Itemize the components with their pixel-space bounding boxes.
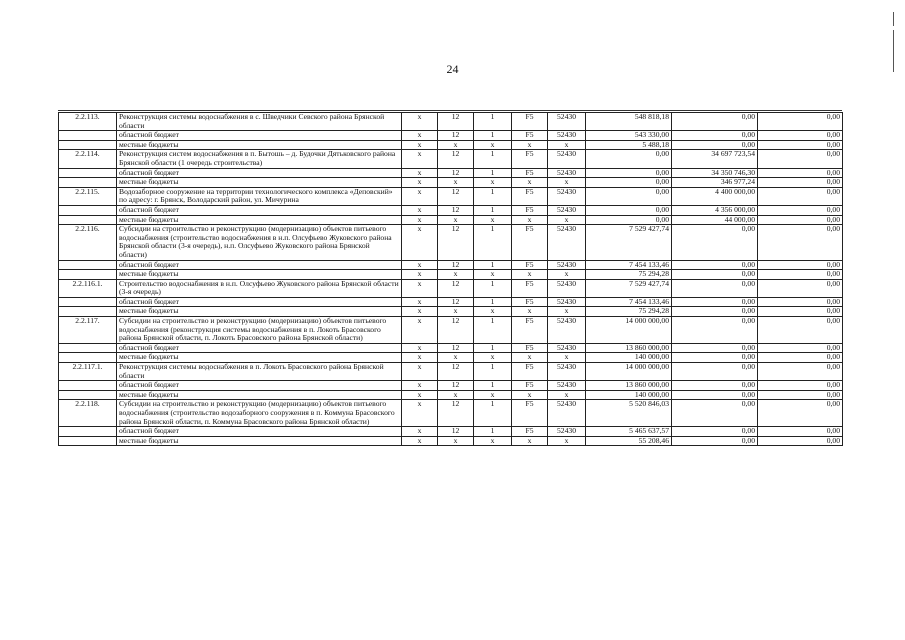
cell-project: F5 <box>512 113 548 131</box>
row-name: местные бюджеты <box>117 436 402 446</box>
cell-value-year2: 0,00 <box>672 140 758 150</box>
row-name: Строительство водоснабжения в н.п. Олсуфьево Жуковского района Брянской области (3-я очередь) <box>117 279 402 297</box>
cell-section: 12 <box>438 400 474 427</box>
cell-subsection: х <box>474 215 512 225</box>
cell-direction: 52430 <box>548 131 586 141</box>
cell-direction: 52430 <box>548 260 586 270</box>
row-name: местные бюджеты <box>117 215 402 225</box>
cell-subsection: 1 <box>474 225 512 260</box>
cell-value-year2: 0,00 <box>672 400 758 427</box>
cell-section: 12 <box>438 279 474 297</box>
cell-value-year3: 0,00 <box>758 353 843 363</box>
cell-value-year1: 5 465 637,57 <box>586 427 672 437</box>
cell-value-year1: 55 208,46 <box>586 436 672 446</box>
cell-value-year3: 0,00 <box>758 113 843 131</box>
cell-section: 12 <box>438 225 474 260</box>
cell-grbs: х <box>402 205 438 215</box>
cell-direction: 52430 <box>548 427 586 437</box>
cell-value-year3: 0,00 <box>758 390 843 400</box>
cell-project: F5 <box>512 363 548 381</box>
cell-value-year3: 0,00 <box>758 225 843 260</box>
cell-value-year2: 0,00 <box>672 270 758 280</box>
row-code <box>59 205 117 215</box>
cell-value-year1: 0,00 <box>586 150 672 168</box>
cell-section: х <box>438 436 474 446</box>
cell-value-year2: 0,00 <box>672 353 758 363</box>
cell-value-year1: 543 330,00 <box>586 131 672 141</box>
row-name: областной бюджет <box>117 297 402 307</box>
cell-value-year3: 0,00 <box>758 270 843 280</box>
cell-direction: 52430 <box>548 168 586 178</box>
cell-project: х <box>512 436 548 446</box>
cell-grbs: х <box>402 150 438 168</box>
row-code <box>59 353 117 363</box>
cell-value-year1: 13 860 000,00 <box>586 343 672 353</box>
cell-value-year3: 0,00 <box>758 317 843 344</box>
row-name: областной бюджет <box>117 427 402 437</box>
cell-grbs: х <box>402 270 438 280</box>
cell-value-year2: 0,00 <box>672 363 758 381</box>
table-row <box>59 297 843 307</box>
cell-value-year3: 0,00 <box>758 343 843 353</box>
table-row <box>59 363 843 381</box>
cell-value-year1: 548 818,18 <box>586 113 672 131</box>
cell-value-year2: 346 977,24 <box>672 178 758 188</box>
cell-value-year1: 0,00 <box>586 178 672 188</box>
cell-project: F5 <box>512 427 548 437</box>
cell-value-year1: 7 529 427,74 <box>586 279 672 297</box>
table-row <box>59 150 843 168</box>
cell-project: F5 <box>512 131 548 141</box>
cell-section: 12 <box>438 297 474 307</box>
header-rule <box>58 110 842 111</box>
row-name: местные бюджеты <box>117 270 402 280</box>
cell-grbs: х <box>402 297 438 307</box>
table-row <box>59 260 843 270</box>
row-code: 2.2.117. <box>59 317 117 344</box>
row-code: 2.2.116.1. <box>59 279 117 297</box>
cell-project: х <box>512 178 548 188</box>
row-name: Реконструкция систем водоснабжения в п. Бытошь – д. Будочки Дятьковского района Брянской области (1 очередь строительства) <box>117 150 402 168</box>
table-row <box>59 307 843 317</box>
table-row <box>59 140 843 150</box>
cell-value-year2: 0,00 <box>672 436 758 446</box>
row-name: Субсидии на строительство и реконструкцию (модернизацию) объектов питьевого водоснабжения (реконструкция системы водоснабжения в п. Локоть Брасовского района Брянской области, п. Локоть Брасовского района Брянской области) <box>117 317 402 344</box>
table-row <box>59 343 843 353</box>
cell-value-year3: 0,00 <box>758 381 843 391</box>
cell-value-year2: 0,00 <box>672 427 758 437</box>
cell-direction: 52430 <box>548 343 586 353</box>
row-name: областной бюджет <box>117 381 402 391</box>
cell-section: х <box>438 140 474 150</box>
cell-project: F5 <box>512 205 548 215</box>
cell-value-year3: 0,00 <box>758 131 843 141</box>
row-code <box>59 436 117 446</box>
table-row <box>59 113 843 131</box>
table-row <box>59 400 843 427</box>
cell-value-year1: 14 000 000,00 <box>586 363 672 381</box>
cell-project: F5 <box>512 225 548 260</box>
cell-section: 12 <box>438 363 474 381</box>
cell-value-year1: 13 860 000,00 <box>586 381 672 391</box>
row-code <box>59 260 117 270</box>
cell-value-year2: 4 356 000,00 <box>672 205 758 215</box>
cell-subsection: 1 <box>474 168 512 178</box>
cell-value-year2: 0,00 <box>672 279 758 297</box>
row-code <box>59 168 117 178</box>
table-row <box>59 353 843 363</box>
cell-grbs: х <box>402 140 438 150</box>
budget-table <box>58 112 843 446</box>
cell-section: 12 <box>438 205 474 215</box>
cell-value-year2: 34 350 746,30 <box>672 168 758 178</box>
row-code <box>59 215 117 225</box>
cell-value-year2: 34 697 723,54 <box>672 150 758 168</box>
cell-subsection: х <box>474 353 512 363</box>
cell-project: F5 <box>512 343 548 353</box>
cell-grbs: х <box>402 178 438 188</box>
table-row <box>59 317 843 344</box>
cell-section: х <box>438 178 474 188</box>
cell-value-year1: 140 000,00 <box>586 353 672 363</box>
cell-value-year3: 0,00 <box>758 307 843 317</box>
cell-direction: х <box>548 307 586 317</box>
cell-direction: х <box>548 140 586 150</box>
cell-value-year1: 140 000,00 <box>586 390 672 400</box>
cell-value-year2: 0,00 <box>672 390 758 400</box>
cell-grbs: х <box>402 317 438 344</box>
cell-subsection: 1 <box>474 187 512 205</box>
cell-value-year3: 0,00 <box>758 260 843 270</box>
cell-project: х <box>512 353 548 363</box>
cell-value-year2: 0,00 <box>672 225 758 260</box>
cell-value-year1: 0,00 <box>586 215 672 225</box>
cell-value-year3: 0,00 <box>758 427 843 437</box>
cell-subsection: х <box>474 140 512 150</box>
cell-subsection: х <box>474 436 512 446</box>
cell-value-year2: 0,00 <box>672 297 758 307</box>
table-row <box>59 131 843 141</box>
cell-subsection: 1 <box>474 260 512 270</box>
row-name: Реконструкция системы водоснабжения в с. Шведчики Севского района Брянской области <box>117 113 402 131</box>
cell-value-year2: 4 400 000,00 <box>672 187 758 205</box>
table-row <box>59 381 843 391</box>
cell-value-year1: 5 488,18 <box>586 140 672 150</box>
row-code <box>59 307 117 317</box>
cell-value-year1: 75 294,28 <box>586 270 672 280</box>
row-code: 2.2.114. <box>59 150 117 168</box>
cell-direction: х <box>548 353 586 363</box>
cell-value-year1: 0,00 <box>586 205 672 215</box>
cell-value-year1: 7 529 427,74 <box>586 225 672 260</box>
row-code <box>59 390 117 400</box>
cell-subsection: 1 <box>474 279 512 297</box>
cell-project: F5 <box>512 400 548 427</box>
row-code: 2.2.117.1. <box>59 363 117 381</box>
cell-project: х <box>512 270 548 280</box>
cell-grbs: х <box>402 215 438 225</box>
cell-value-year1: 0,00 <box>586 187 672 205</box>
cell-grbs: х <box>402 353 438 363</box>
cell-value-year3: 0,00 <box>758 400 843 427</box>
cell-section: 12 <box>438 168 474 178</box>
cell-direction: 52430 <box>548 279 586 297</box>
cell-value-year1: 7 454 133,46 <box>586 297 672 307</box>
cell-subsection: 1 <box>474 113 512 131</box>
cell-section: 12 <box>438 113 474 131</box>
cell-grbs: х <box>402 307 438 317</box>
cell-subsection: 1 <box>474 381 512 391</box>
cell-grbs: х <box>402 400 438 427</box>
cell-grbs: х <box>402 113 438 131</box>
cell-value-year1: 5 520 846,03 <box>586 400 672 427</box>
table-row <box>59 225 843 260</box>
row-name: областной бюджет <box>117 343 402 353</box>
cell-section: 12 <box>438 317 474 344</box>
cell-value-year2: 0,00 <box>672 343 758 353</box>
cell-project: F5 <box>512 260 548 270</box>
cell-value-year2: 0,00 <box>672 307 758 317</box>
cell-section: 12 <box>438 150 474 168</box>
cell-subsection: 1 <box>474 363 512 381</box>
page-edge-mark <box>893 12 894 26</box>
cell-value-year2: 0,00 <box>672 317 758 344</box>
cell-grbs: х <box>402 187 438 205</box>
cell-grbs: х <box>402 390 438 400</box>
cell-value-year3: 0,00 <box>758 150 843 168</box>
cell-direction: 52430 <box>548 317 586 344</box>
cell-value-year2: 0,00 <box>672 381 758 391</box>
table-row <box>59 215 843 225</box>
cell-direction: 52430 <box>548 400 586 427</box>
cell-project: х <box>512 390 548 400</box>
cell-value-year2: 0,00 <box>672 113 758 131</box>
cell-value-year3: 0,00 <box>758 436 843 446</box>
cell-direction: х <box>548 436 586 446</box>
cell-direction: 52430 <box>548 381 586 391</box>
cell-direction: х <box>548 215 586 225</box>
cell-subsection: х <box>474 270 512 280</box>
cell-grbs: х <box>402 381 438 391</box>
row-name: местные бюджеты <box>117 307 402 317</box>
cell-subsection: х <box>474 178 512 188</box>
cell-value-year1: 75 294,28 <box>586 307 672 317</box>
cell-project: F5 <box>512 150 548 168</box>
cell-value-year2: 0,00 <box>672 260 758 270</box>
row-code <box>59 381 117 391</box>
row-code: 2.2.116. <box>59 225 117 260</box>
cell-value-year3: 0,00 <box>758 205 843 215</box>
cell-value-year3: 0,00 <box>758 279 843 297</box>
cell-direction: 52430 <box>548 187 586 205</box>
cell-project: F5 <box>512 297 548 307</box>
cell-section: х <box>438 307 474 317</box>
row-code <box>59 131 117 141</box>
cell-value-year1: 0,00 <box>586 168 672 178</box>
row-code <box>59 140 117 150</box>
row-name: Субсидии на строительство и реконструкцию (модернизацию) объектов питьевого водоснабжения (строительство водоснабжения в н.п. Олсуфьево Жуковского района Брянской области (3-я очередь), н.п. Олсуфьево Жуковского района Брянской области) <box>117 225 402 260</box>
cell-project: х <box>512 307 548 317</box>
table-row <box>59 168 843 178</box>
cell-section: х <box>438 215 474 225</box>
cell-value-year2: 0,00 <box>672 131 758 141</box>
page-number: 24 <box>446 62 459 76</box>
table-row <box>59 205 843 215</box>
row-name: областной бюджет <box>117 260 402 270</box>
row-name: местные бюджеты <box>117 140 402 150</box>
cell-value-year1: 14 000 000,00 <box>586 317 672 344</box>
cell-value-year1: 7 454 133,46 <box>586 260 672 270</box>
cell-subsection: 1 <box>474 427 512 437</box>
row-name: Водозаборное сооружение на территории технологического комплекса «Деповский» по адресу: г. Брянск, Володарский район, ул. Мичурина <box>117 187 402 205</box>
cell-value-year2: 44 000,00 <box>672 215 758 225</box>
cell-section: х <box>438 353 474 363</box>
cell-subsection: 1 <box>474 131 512 141</box>
row-code: 2.2.113. <box>59 113 117 131</box>
row-name: областной бюджет <box>117 168 402 178</box>
cell-section: 12 <box>438 343 474 353</box>
cell-section: 12 <box>438 381 474 391</box>
cell-value-year3: 0,00 <box>758 297 843 307</box>
row-name: местные бюджеты <box>117 178 402 188</box>
cell-direction: х <box>548 390 586 400</box>
cell-value-year3: 0,00 <box>758 178 843 188</box>
cell-grbs: х <box>402 168 438 178</box>
cell-direction: 52430 <box>548 150 586 168</box>
row-code <box>59 297 117 307</box>
row-name: Субсидии на строительство и реконструкцию (модернизацию) объектов питьевого водоснабжения (строительство водозаборного сооружения в п. Коммуна Брасовского района Брянской области, п. Коммуна Брасовского района Брянской области) <box>117 400 402 427</box>
cell-section: 12 <box>438 260 474 270</box>
cell-project: х <box>512 215 548 225</box>
row-name: областной бюджет <box>117 205 402 215</box>
cell-section: х <box>438 270 474 280</box>
cell-project: F5 <box>512 279 548 297</box>
row-name: Реконструкция системы водоснабжения в п. Локоть Брасовского района Брянской области <box>117 363 402 381</box>
page-edge-mark <box>893 30 894 72</box>
cell-direction: 52430 <box>548 363 586 381</box>
cell-section: 12 <box>438 427 474 437</box>
cell-subsection: 1 <box>474 205 512 215</box>
cell-grbs: х <box>402 260 438 270</box>
cell-grbs: х <box>402 427 438 437</box>
cell-project: F5 <box>512 187 548 205</box>
cell-direction: 52430 <box>548 297 586 307</box>
cell-value-year3: 0,00 <box>758 215 843 225</box>
cell-section: 12 <box>438 131 474 141</box>
cell-grbs: х <box>402 343 438 353</box>
cell-subsection: 1 <box>474 297 512 307</box>
cell-direction: 52430 <box>548 113 586 131</box>
cell-value-year3: 0,00 <box>758 187 843 205</box>
cell-project: F5 <box>512 317 548 344</box>
cell-direction: х <box>548 270 586 280</box>
row-code <box>59 427 117 437</box>
row-code: 2.2.118. <box>59 400 117 427</box>
table-row <box>59 270 843 280</box>
cell-subsection: 1 <box>474 400 512 427</box>
cell-subsection: х <box>474 307 512 317</box>
row-code <box>59 178 117 188</box>
cell-direction: 52430 <box>548 205 586 215</box>
table-row <box>59 436 843 446</box>
row-name: местные бюджеты <box>117 353 402 363</box>
cell-project: F5 <box>512 381 548 391</box>
cell-value-year3: 0,00 <box>758 140 843 150</box>
cell-direction: х <box>548 178 586 188</box>
cell-value-year3: 0,00 <box>758 168 843 178</box>
row-code: 2.2.115. <box>59 187 117 205</box>
cell-subsection: 1 <box>474 150 512 168</box>
table-row <box>59 427 843 437</box>
cell-grbs: х <box>402 279 438 297</box>
table-row <box>59 279 843 297</box>
row-code <box>59 270 117 280</box>
cell-grbs: х <box>402 363 438 381</box>
cell-subsection: 1 <box>474 317 512 344</box>
table-row <box>59 178 843 188</box>
cell-value-year3: 0,00 <box>758 363 843 381</box>
cell-section: х <box>438 390 474 400</box>
row-name: областной бюджет <box>117 131 402 141</box>
row-code <box>59 343 117 353</box>
cell-section: 12 <box>438 187 474 205</box>
table-row <box>59 390 843 400</box>
cell-direction: 52430 <box>548 225 586 260</box>
cell-project: х <box>512 140 548 150</box>
table-row <box>59 187 843 205</box>
cell-subsection: 1 <box>474 343 512 353</box>
cell-project: F5 <box>512 168 548 178</box>
row-name: местные бюджеты <box>117 390 402 400</box>
cell-grbs: х <box>402 436 438 446</box>
cell-grbs: х <box>402 225 438 260</box>
cell-subsection: х <box>474 390 512 400</box>
cell-grbs: х <box>402 131 438 141</box>
